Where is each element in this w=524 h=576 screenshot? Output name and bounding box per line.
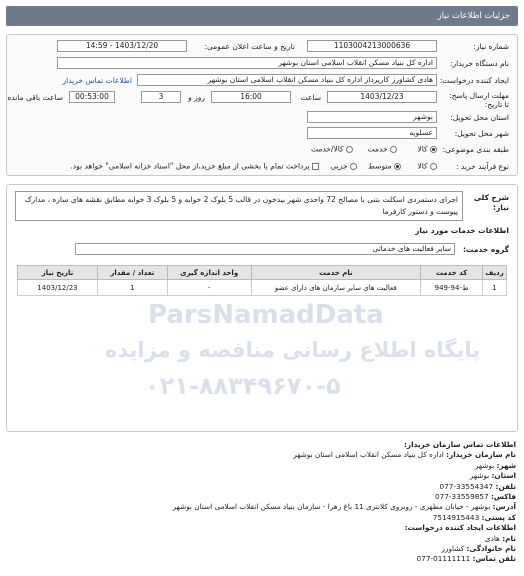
watermark-logo-text: ParsNamadData xyxy=(148,300,384,330)
last-name-row: نام خانوادگی: کشاورز xyxy=(441,544,516,554)
services-table xyxy=(17,265,507,296)
services-section-title: اطلاعات خدمات مورد نیاز xyxy=(415,226,509,235)
radio-icon xyxy=(346,146,353,153)
process-label: نوع فرآیند خرید : xyxy=(455,162,509,171)
fax-row: فاکس: 077-33559857 xyxy=(434,492,516,502)
watermark-line-2: ۰۲۱-۸۸۳۴۹۶۷۰-۵ xyxy=(145,372,341,400)
table-row xyxy=(18,280,507,296)
address-row: آدرس: بوشهر - خیابان مطهری - روبروی کلانتری 11 باغ زهرا - سازمان بنیاد مسکن انقلاب اسلامی استان بوشهر xyxy=(172,502,516,512)
postal-row: کد پستی: 7514915443 xyxy=(432,512,516,522)
service-code-cell: ط-94-949 xyxy=(421,280,483,296)
creator-contact-title: اطلاعات ایجاد کننده درخواست: xyxy=(404,523,516,533)
org-name-row: نام سازمان خریدار: اداره کل بنیاد مسکن انقلاب اسلامی استان بوشهر xyxy=(293,450,516,460)
category-option-goods[interactable]: کالا xyxy=(417,144,437,154)
buyer-contact-link[interactable]: اطلاعات تماس خریدار xyxy=(62,76,132,85)
need-date-cell: 1403/12/23 xyxy=(18,280,98,296)
need-details-panel xyxy=(6,184,518,432)
radio-icon xyxy=(390,146,397,153)
process-option-minor[interactable]: جزیی xyxy=(330,161,357,171)
city-row: شهر: بوشهر xyxy=(474,460,516,470)
province-label: استان محل تحویل: xyxy=(450,113,509,122)
service-group-label: گروه خدمت: xyxy=(462,245,509,254)
unit-cell: - xyxy=(167,280,251,296)
buyer-org-label: نام دستگاه خریدار: xyxy=(449,59,509,68)
requester-field: هادی کشاورز کارپرداز اداره کل بنیاد مسکن انقلاب اسلامی استان بوشهر xyxy=(137,74,437,86)
days-label: روز و xyxy=(188,93,205,102)
province-field: بوشهر xyxy=(307,111,437,123)
buyer-contact-title: اطلاعات تماس سازمان خریدار: xyxy=(403,440,516,449)
first-name-row: نام: هادی xyxy=(484,533,516,543)
category-label: طبقه بندی موضوعی: xyxy=(442,145,509,154)
process-option-medium[interactable]: متوسط xyxy=(368,161,401,171)
column-header: ردیف xyxy=(483,266,507,280)
province-row: استان: بوشهر xyxy=(469,471,516,481)
table-header-row xyxy=(18,266,507,280)
remaining-time-field: 00:53:00 xyxy=(69,91,115,103)
column-header: کد خدمت xyxy=(421,266,483,280)
radio-icon xyxy=(430,146,437,153)
row-number-cell: 1 xyxy=(483,280,507,296)
need-number-label: شماره نیاز: xyxy=(473,42,509,51)
page-title: جزئیات اطلاعات نیاز xyxy=(6,6,518,26)
watermark-line-1: پایگاه اطلاع رسانی مناقصه و مزایده xyxy=(105,338,481,362)
deadline-date-field: 1403/12/23 xyxy=(327,91,437,103)
column-header: تاریخ نیاز xyxy=(18,266,98,280)
radio-icon xyxy=(350,163,357,170)
requester-label: ایجاد کننده درخواست: xyxy=(439,76,509,85)
city-label: شهر محل تحویل: xyxy=(454,129,509,138)
phone-row: تلفن: 077-33554347 xyxy=(439,481,516,491)
treasury-payment-checkbox[interactable]: پرداخت تمام یا بخشی از مبلغ خرید،از محل "اسناد خزانه اسلامی" خواهد بود. xyxy=(70,161,319,171)
summary-label: شرح کلی نیاز: xyxy=(473,193,509,212)
days-field: 3 xyxy=(141,91,181,103)
service-name-cell: فعالیت های سایر سازمان های دارای عضو xyxy=(251,280,421,296)
announce-field: 1403/12/20 - 14:59 xyxy=(57,40,187,52)
category-option-goods-service[interactable]: کالا/خدمت xyxy=(311,144,353,154)
column-header: تعداد / مقدار xyxy=(97,266,167,280)
need-info-panel xyxy=(6,34,518,176)
deadline-label: مهلت ارسال پاسخ: تا تاریخ: xyxy=(449,91,509,109)
summary-field: اجرای دستمزدی اسکلت بتنی با مصالح 72 واحدی شهر بیدخون در قالب 5 بلوک 2 خوابه و 5 بلوک 3 خوابه مطابق نقشه های سازه ، مدارک پیوست و دستور کارفرما xyxy=(15,191,463,221)
deadline-time-field: 16:00 xyxy=(211,91,291,103)
column-header: واحد اندازه گیری xyxy=(167,266,251,280)
contact-info xyxy=(8,440,516,565)
creator-phone-row: تلفن تماس: 077-01111111 xyxy=(416,554,516,564)
need-number-field: 1103004213000636 xyxy=(307,40,437,52)
radio-icon xyxy=(430,163,437,170)
remaining-label: ساعت باقی مانده xyxy=(7,93,63,102)
process-option-goods[interactable]: کالا xyxy=(417,161,437,171)
checkbox-icon xyxy=(312,163,319,170)
service-group-field: سایر فعالیت های خدماتی xyxy=(75,243,455,255)
radio-icon xyxy=(394,163,401,170)
city-field: عسلویه xyxy=(307,127,437,139)
quantity-cell: 1 xyxy=(97,280,167,296)
time-label: ساعت xyxy=(300,93,321,102)
category-option-service[interactable]: خدمت xyxy=(368,144,397,154)
buyer-org-field: اداره کل بنیاد مسکن انقلاب اسلامی استان بوشهر xyxy=(57,57,437,69)
column-header: نام خدمت xyxy=(251,266,421,280)
announce-label: تاریخ و ساعت اعلان عمومی: xyxy=(204,42,295,51)
